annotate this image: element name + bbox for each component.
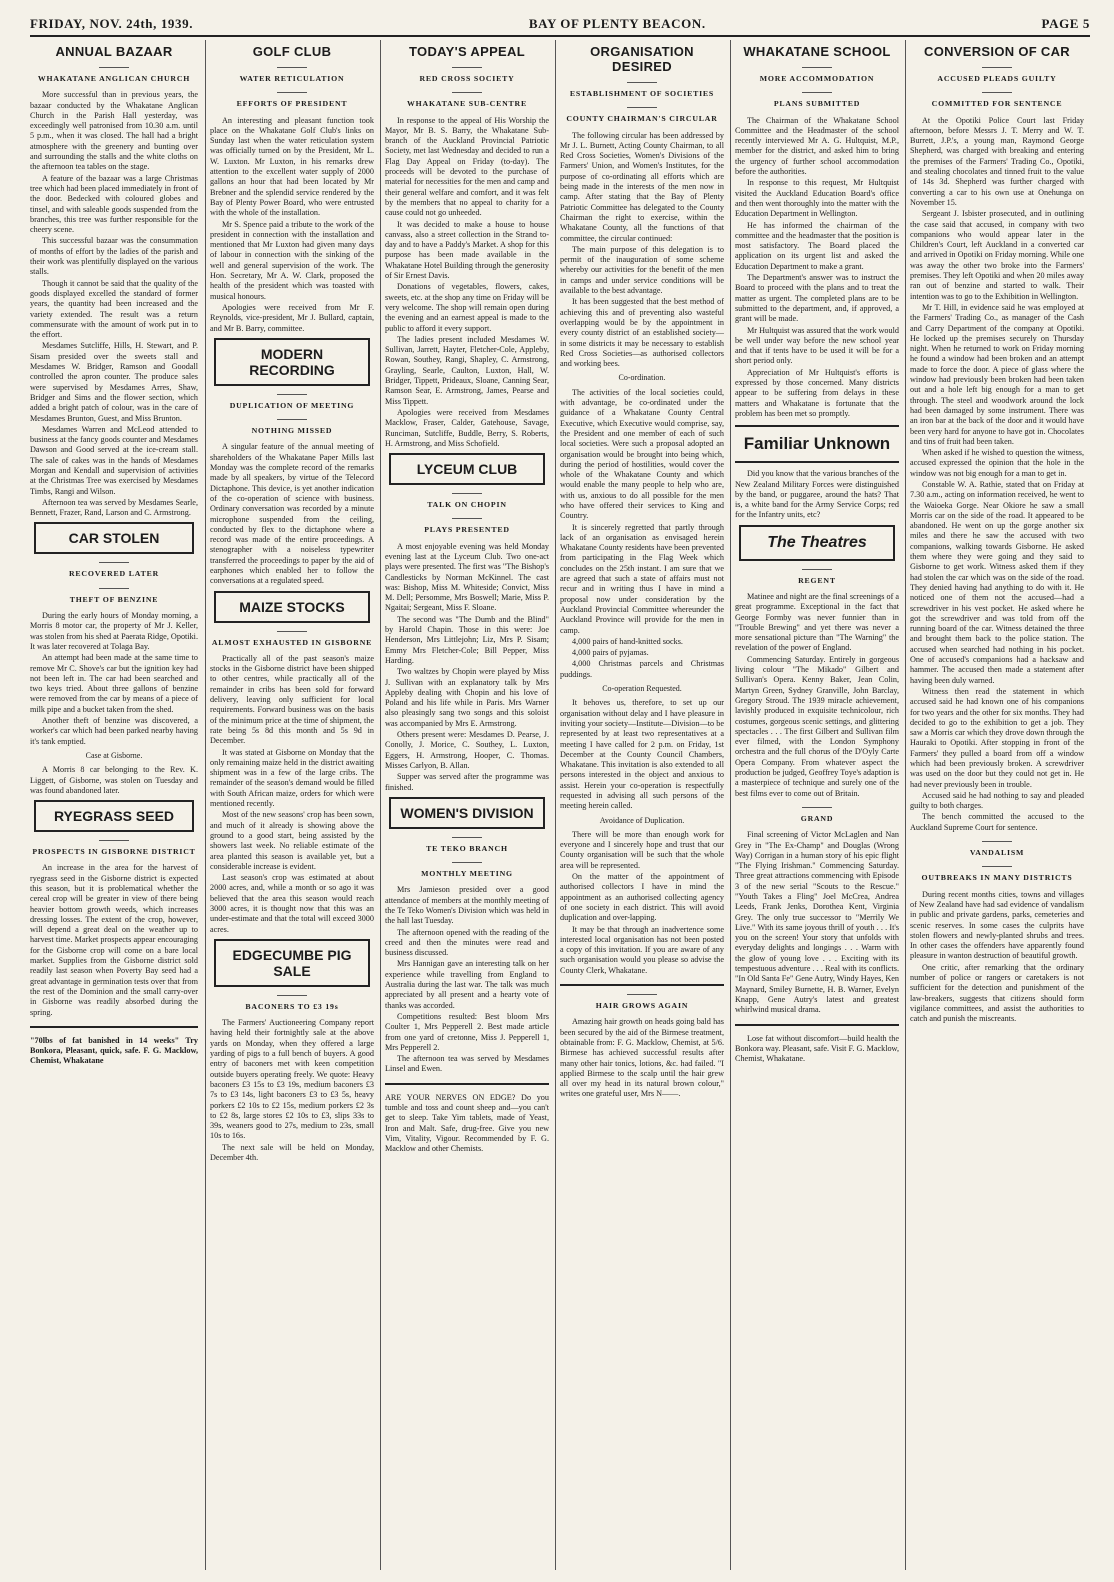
subhead: COMMITTED FOR SENTENCE bbox=[910, 92, 1084, 109]
paragraph: The Department's answer was to instruct the Board to proceed with the plans and to treat the matter as urgent. The completed plans are to be submitted to the department, and, if approved, a grant will be made. bbox=[735, 273, 899, 324]
headline-annual-bazaar: ANNUAL BAZAAR bbox=[55, 44, 173, 59]
subhead: ALMOST EXHAUSTED IN GISBORNE bbox=[210, 631, 374, 648]
paragraph: There will be more than enough work for everyone and I sincerely hope and trust that our County organisation will be such that the whole area will be represented. bbox=[560, 829, 724, 870]
paragraph: 4,000 pairs of pyjamas. bbox=[572, 648, 649, 658]
paragraph: At the Opotiki Police Court last Friday afternoon, before Messrs J. T. Merry and W. T. Burrett, J.P.'s, a young man, Raymond George Shepherd, was charged with breaking and entering the premises of the Farmers' Trading Co., Opotiki, and stealing chocolates and tinned fruit to the value of 14s 3d. Shepherd was further charged with converting a car to his own use at Onehunga on November 15. bbox=[910, 115, 1084, 207]
paragraph: Mr T. Hill, in evidence said he was employed at the Farmers' Trading Co., as manager of the Cash and Carry Department of the company at Opotiki. He locked up the premises securely on Thursday night. When he returned to work on Friday morning he found a window had been broken and an attempt made to force the door. A piece of glass where the window had previously been broken had been taken out and a hole left big enough for a man to get through. The steel and woodwork around the lock had been damaged by some instrument. There was an iron bar at the back of the door and it would have been very hard for anyone to have got in. Chocolates and tins of fruit had been taken. bbox=[910, 302, 1084, 446]
headline-lyceum-club: LYCEUM CLUB bbox=[389, 453, 545, 485]
paragraph: The ladies present included Mesdames W. Sullivan, Jarrett, Hayter, Fletcher-Cole, Appleby, Rowan, Southey, Rangi, Shapley, C. Armstrong, Grayling, Searle, Caulton, Luxton, Hall, W. Bridger, Tippett, Prideaux, Sloane, Canning Sear, Ramson Sear, E. Armstrong, James, Pearse and Miss Tippett. bbox=[385, 334, 549, 406]
paragraph: An interesting and pleasant function took place on the Whakatane Golf Club's links on Sunday last when the water reticulation system was officially turned on by the President, Mr L. W. Luxton. Mr Luxton, in his remarks drew attention to the excellent water supply of 2000 gallons an hour that had been located by Mr Brebner and the splendid service rendered by the Bay of Plenty Power Board, who were entrusted with the whole of the installation. bbox=[210, 115, 374, 218]
subhead: TALK ON CHOPIN bbox=[385, 493, 549, 510]
subhead: MORE ACCOMMODATION bbox=[735, 67, 899, 84]
paragraph: It behoves us, therefore, to set up our organisation without delay and I have pleasure in inviting your society—Institute—Division—to be represented by at least two representatives at a meeting I have called for 2 p.m. on Friday, 1st December at the County Council Chambers, Whakatane. This invitation is also extended to all persons interested in the object and anxious to assist. Herein your co-operation is respectfully requested in advising all such persons of the meeting herein called. bbox=[560, 698, 724, 811]
paragraph: Matinee and night are the final screenings of a great programme. Exceptional in the fact that George Formby was never funnier than in "Trouble Brewing" and yet there was never a more sensational picture than "The Warning" the revelation of the power of England. bbox=[735, 591, 899, 653]
paragraph: Another theft of benzine was discovered, a worker's car which had been parked nearby having it's tank emptied. bbox=[30, 716, 198, 746]
paragraph: 4,000 Christmas parcels and Christmas puddings. bbox=[560, 659, 724, 679]
paragraph: Mrs Jamieson presided over a good attendance of members at the monthly meeting of the Te Teko Women's Division which was held in the hall last Tuesday. bbox=[385, 885, 549, 926]
paragraph: It was stated at Gisborne on Monday that the only remaining maize held in the district awaiting shipment was in a few of the large cribs. The remainder of the season's demand would be filled with South African maize, orders for which were mentioned recently. bbox=[210, 747, 374, 809]
paragraph: During the early hours of Monday morning, a Morris 8 motor car, the property of Mr J. Keller, was stolen from his shed at Paerata Ridge, Opotiki. It was later recovered at Tolaga Bay. bbox=[30, 611, 198, 651]
paragraph: The activities of the local societies could, with advantage, be co-ordinated under the guidance of a Whakatane County Central Executive, which Executive would comprise, say, the President and one member of each of such local societies. Were such a proposal adopted an organisation would be brought into being which, during the period of hostilities, would cover the whole of the Whakatane County and which would enable the many people to help who are, with us, anxious to do all possible for the men who have offered their services to King and Country. bbox=[560, 387, 724, 521]
paragraph: The next sale will be held on Monday, December 4th. bbox=[210, 1142, 374, 1163]
column-3 bbox=[385, 40, 549, 1570]
paragraph: Mesdames Warren and McLeod attended to business at the fancy goods counter and Mesdames Dawson and Good served at the ice-cream stall. The sale of cakes was in the hands of Mesdames Morgan and Kendall and supervision of activities at the Christmas Tree was exercised by Mesdames Timbs, Rangi and Wilson. bbox=[30, 424, 198, 496]
paragraph: Mr S. Spence paid a tribute to the work of the president in connection with the installation and mentioned that Mr Luxton had given many days of labour in connection with the sinking of the well and general supervision of the work. The Hon. Secretary, Mr A. W. Clark, proposed the health of the president which was toasted with musical honours. bbox=[210, 219, 374, 301]
paragraph: Mrs Hannigan gave an interesting talk on her experience while travelling from England to Australia during the last war. The talk was much appreciated by all present and a hearty vote of thanks was accorded. bbox=[385, 959, 549, 1010]
paragraph: The second was "The Dumb and the Blind" by Harold Chapin. Those in this were: Joe Henderson, Mrs Littlejohn; Liz, Mrs P. Sisam; Emmy Mrs Fletcher-Cole; Bill Pepper, Miss Harding. bbox=[385, 614, 549, 665]
subhead: MONTHLY MEETING bbox=[385, 862, 549, 879]
headline-ryegrass-seed: RYEGRASS SEED bbox=[34, 800, 194, 832]
column-2 bbox=[210, 40, 374, 1570]
paragraph: More successful than in previous years, the bazaar conducted by the Whakatane Anglican Church in the Parish Hall yesterday, was exceedingly well patronised from 10.30 a.m. until 5 p.m., when it was closed. The hall had a bright atmosphere with the greenery and bunting over and surrounding the stalls and the white cloths on the afternoon tea tables on the stage. bbox=[30, 90, 198, 172]
subhead: WHAKATANE SUB-CENTRE bbox=[385, 92, 549, 109]
headline-hair-grows-again: HAIR GROWS AGAIN bbox=[560, 994, 724, 1011]
paragraph: Most of the new seasons' crop has been sown, and much of it already is showing above the ground to a good start, being assisted by the showers last week. No reliable estimate of the area planted this season is available yet, but a considerable increase is evident. bbox=[210, 810, 374, 871]
subhead: PROSPECTS IN GISBORNE DISTRICT bbox=[30, 840, 198, 857]
masthead bbox=[30, 10, 1090, 37]
section-caption: Case at Gisborne. bbox=[85, 750, 143, 760]
paragraph: On the matter of the appointment of authorised collectors I have in mind the appointment as an authorised collecting agency of one society in each district. This will avoid duplication and over-lapping. bbox=[560, 872, 724, 923]
paragraph: 4,000 pairs of hand-knitted socks. bbox=[572, 636, 683, 646]
paragraph: Donations of vegetables, flowers, cakes, sweets, etc. at the shop any time on Friday will be very welcome. The shop will remain open during the evening and an earnest appeal is made to the public to afford it every support. bbox=[385, 282, 549, 333]
paragraph: The following circular has been addressed by Mr J. L. Burnett, Acting County Chairman, to all Red Cross Societies, Women's Divisions of the Farmers' Union, and Women's Institutes, for the purpose of co-ordinating all efforts which are being made in the interests of the men now in camp. After stating that the Bay of Plenty Patriotic Committee has delegated to the County Chairman the right to exercise, within the Whakatane County, all the functions of that committee, the circular continued: bbox=[560, 130, 724, 243]
paragraph: During recent months cities, towns and villages of New Zealand have had sad evidence of vandalism in public and private gardens, parks, cemeteries and scenic reserves. In some cases the culprits have stolen flowers and newly-planted shrubs and trees. In other cases the offenders have apparently found pleasure in wanton destruction of beautiful growth. bbox=[910, 889, 1084, 961]
paragraph: The Farmers' Auctioneering Company report having held their fortnightly sale at the above yards on Monday, when they offered a large yarding of pigs to a full bench of buyers. A good entry of baconers met with keen competition outside buyers operating freely. We quote: Heavy baconers £3 15s to £3 19s, medium baconers £3 7s to £3 14s, light baconers £3 to £3 5s, heavy porkers £2 10s to £2 15s, medium porkers £2 3s to £2 8s, large stores £2 10s to £3, slips 33s to 39s, weaners good to 27s, medium to 23s, small 10s to 16s. bbox=[210, 1018, 374, 1141]
paragraph: Though it cannot be said that the quality of the goods displayed excelled the standard of former years, the quantity had been increased and the variety extended. The result was a return commensurate with the amount of work put in to the effort. bbox=[30, 278, 198, 340]
paragraph: A singular feature of the annual meeting of shareholders of the Whakatane Paper Mills last Monday was the complete record of the remarks made by all speakers, by virtue of the Telecord Dictaphone. This device, is yet another indication of the co-operation of science with business. Ordinary conversation was recorded by a minute microphone suspended from the ceiling, conducted by flex to the dictaphone where a record was made of the entire proceedings. A stenographer with a noiseless typewriter transferred the proceedings to paper by the aid of earphones which enabled her to follow the conversations at a regulated speed. bbox=[210, 442, 374, 586]
paragraph: Mr Hultquist was assured that the work would be well under way before the new school year and that if tents have to be used it will be for a short period only. bbox=[735, 325, 899, 366]
paragraph: Practically all of the past season's maize stocks in the Gisborne district have been shipped to other centres, while practically all of the remainder in cribs has been sold for forward delivery, leaving only sufficient for local requirements. Forward business was on the basis of the minimum price at the time of shipment, the rate being 5s 8d this month and 5s 9d in December. bbox=[210, 653, 374, 746]
paragraph: One critic, after remarking that the ordinary number of police or rangers or caretakers is not sufficient for the detection and punishment of the law-breakers, suggests that citizens should form vigilance committees, and assist the authorities to catch and punish the miscreants. bbox=[910, 962, 1084, 1024]
issue-date: FRIDAY, NOV. 24th, 1939. bbox=[30, 16, 194, 31]
paragraph: It is sincerely regretted that partly through lack of an organisation as envisaged herein Whakatane County residents have been prevented from participating in the Flag Week which concludes on the 25th instant. I am sure that we are agreed that such a state of affairs must not recur and in writing thus I have in mind a proposal now under consideration by the Auckland Provincial Committee whereunder the Auckland Province will provide for the men in camp. bbox=[560, 522, 724, 635]
paragraph: Competitions resulted: Best bloom Mrs Coulter 1, Mrs Pepperell 2. Best made article from one yard of cretonne, Miss J. Pepperell 1, Mrs Pepperell 2. bbox=[385, 1011, 549, 1052]
paragraph: Accused said he had nothing to say and pleaded guilty to both charges. bbox=[910, 790, 1084, 811]
paragraph: Constable W. A. Rathie, stated that on Friday at 7.30 a.m., acting on information received, he went to the Waioeka Gorge. Near Okiore he saw a small Morris car on the side of the road. It appeared to be abandoned. He went on up the gorge another six miles and there he saw the accused with two companions, walking towards Gisborne. He asked them where they were going and they said to Gisborne to get work. Witness asked them if they had stolen the car which was on the side of the road. They denied having had anything to do with it. He noticed one of them not the accused—had a screwdriver in his vest pocket. He asked where he got the screwdriver and was told from off the running board of the car. Witness detained the three and brought them back to the police station. The accused when searched had nothing in his pocket. One of accused's companions had a hacksaw and hammer. The accused then made a statement after having been duly warned. bbox=[910, 479, 1084, 685]
advertisement: "70lbs of fat banished in 14 weeks" Try Bonkora, Pleasant, quick, safe. F. G. Macklow, Chemist, Whakatane bbox=[30, 1035, 198, 1066]
subhead: WATER RETICULATION bbox=[210, 67, 374, 84]
subhead: DUPLICATION OF MEETING bbox=[210, 394, 374, 411]
paragraph: It may be that through an inadvertence some interested local organisation has not been posted a copy of this invitation. If you are aware of any such organisation would you please so advise the County Clerk, Whakatane. bbox=[560, 924, 724, 975]
newspaper-title: BAY OF PLENTY BEACON. bbox=[528, 16, 706, 31]
paragraph: Afternoon tea was served by Mesdames Searle, Bennett, Frazer, Rand, Larson and C. Armstrong. bbox=[30, 497, 198, 518]
subhead: THEFT OF BENZINE bbox=[30, 588, 198, 605]
section-caption: Co-ordination. bbox=[618, 373, 666, 383]
advertisement: Amazing hair growth on heads going bald has been secured by the aid of the Birmese treatment, obtainable from: F. G. Macklow, Chemist, at 5/6. Birmese has achieved successful results after many other hair tonics, lotions, &c. had failed. "I applied Birmese to the scalp until the hair grew all over my head in its natural brown colour," writes one grateful user, Mrs N——. bbox=[560, 1017, 724, 1099]
subhead: EFFORTS OF PRESIDENT bbox=[210, 92, 374, 109]
paragraph: Last season's crop was estimated at about 2000 acres, and, while a month or so ago it was believed that the area this season would reach 3000 acres, it is thought now that this was an under-estimate and that the total will exceed 3000 acres. bbox=[210, 873, 374, 934]
subhead: ACCUSED PLEADS GUILTY bbox=[910, 67, 1084, 84]
paragraph: Commencing Saturday. Entirely in gorgeous living colour "The Mikado" Gilbert and Sullivan's Opera. Kenny Baker, Jean Colin, Martyn Green, Sydney Granville, John Barclay, Gregory Stroud. The 1939 miracle achievement, lavishly produced in exquisite technicolour, rich costumes, gorgeous scenic settings, and glittering spectacles . . . The first Gilbert and Sullivan film ever filmed, with the London Symphony orchestra and the full chorus of the D'Oyly Carte Opera Company. From whatever aspect the production be judged, Geoffrey Toye's adaption is a masterpiece of technique and surely one of the best films ever to come out of Britain. bbox=[735, 654, 899, 798]
paragraph: Witness then read the statement in which accused said he had known one of his companions for two years and the other for six months. They had decided to go to the exhibition to get a job. They saw a Morris car which they drove down through the Hauraki to Opotiki. After stopping in front of the Farmers' they pulled a board from off a window which had been previously broken. A screwdriver was used on the door but they could not get in. He had never previously been in trouble. bbox=[910, 686, 1084, 789]
paragraph: The afternoon opened with the reading of the creed and then the minutes were read and business discussed. bbox=[385, 927, 549, 958]
paragraph: Did you know that the various branches of the New Zealand Military Forces were distinguished by the band, or puggaree, around the hats? That is, a white band for the Army Service Corps; red for the Infantry units, etc? bbox=[735, 469, 899, 520]
paragraph: It has been suggested that the best method of achieving this and of preventing also wasteful overlapping would be by the appointment in every county district of an established society—in some districts it may be necessary to establish Red Cross Societies—as authorised collectors and working bees. bbox=[560, 297, 724, 369]
paragraph: Appreciation of Mr Hultquist's efforts is expressed by those concerned. Many districts appear to be suffering from delays in these matters and Whakatane is fortunate that the problem has been met so promptly. bbox=[735, 367, 899, 418]
paragraph: This successful bazaar was the consummation of months of effort by the ladies of the parish and their work was plentifully displayed on the various stalls. bbox=[30, 236, 198, 277]
section-caption: Co-operation Requested. bbox=[602, 684, 682, 694]
paragraph: A Morris 8 car belonging to the Rev. K. Liggett, of Gisborne, was stolen on Tuesday and was found abandoned later. bbox=[30, 765, 198, 795]
paragraph: Others present were: Mesdames D. Pearse, J. Conolly, J. Morice, C. Southey, L. Luxton, Eggers, H. Armstrong, Hooper, C. Thomas. Misses Carlyon, B. Allan. bbox=[385, 730, 549, 770]
subhead: REGENT bbox=[735, 569, 899, 586]
subhead: GRAND bbox=[735, 807, 899, 824]
paragraph: Supper was served after the programme was finished. bbox=[385, 772, 549, 792]
subhead: RECOVERED LATER bbox=[30, 562, 198, 579]
subhead: OUTBREAKS IN MANY DISTRICTS bbox=[910, 866, 1084, 883]
headline-golf-club: GOLF CLUB bbox=[252, 44, 332, 59]
paragraph: The bench committed the accused to the Auckland Supreme Court for sentence. bbox=[910, 812, 1084, 832]
paragraph: It was decided to make a house to house canvass, also a street collection in the Strand to-day and to have a Paddy's Market. A shop for this purpose has been made available in the Whakatane Hotel Building through the generosity of Sir Ernest Davis. bbox=[385, 219, 549, 281]
subhead: PLANS SUBMITTED bbox=[735, 92, 899, 109]
headline-organisation-desired: ORGANISATION DESIRED bbox=[590, 44, 694, 74]
headline-car-stolen: CAR STOLEN bbox=[34, 522, 194, 554]
advertisement: ARE YOUR NERVES ON EDGE? Do you tumble and toss and count sheep and—you can't get to sleep. Take Yim tablets, made of Yeast, Iron and Malt. Safe, drug-free. Give you new Vim, Vitality, Vigour. Recommended by F. G. Macklow and other Chemists. bbox=[385, 1092, 549, 1154]
paragraph: A feature of the bazaar was a large Christmas tree which had been placed immediately in front of the door. Bedecked with coloured globes and tinsel, and with saleable goods suspended from the branches, this tree was further responsible for the cheery scene. bbox=[30, 173, 198, 235]
paragraph: An increase in the area for the harvest of ryegrass seed in the Gisborne district is expected this season, but it is problematical whether the cereal crop will be greater in view of there being heavier bottom growth weeds, which increases dressing losses. The extent of the crop, however, will depend a great deal on the weather up to harvest time. Market prospects appear encouraging for the Gisborne crop will come on a bare local market. Supplies from the Gisborne district sold readily last season when Poverty Bay seed had a great advantage in germination tests over that from the rest of the Dominion and the small carry-over in Gisborne was readily absorbed during the spring. bbox=[30, 863, 198, 1017]
subhead: BACONERS TO £3 19s bbox=[210, 995, 374, 1012]
paragraph: He has informed the chairman of the committee and the headmaster that the position is most satisfactory. The Board placed the application on its urgent list and asked the Education Department to make a grant. bbox=[735, 220, 899, 271]
paragraph: When asked if he wished to question the witness, accused expressed the opinion that the hole in the window was not big enough for a man to get in. bbox=[910, 448, 1084, 478]
headline-familiar-unknown: Familiar Unknown bbox=[735, 425, 899, 463]
headline-vandalism: VANDALISM bbox=[910, 841, 1084, 858]
paragraph: Mesdames Sutcliffe, Hills, H. Stewart, and P. Sisam presided over the sweets stall and Mesdames W. Bridger, Ramson and Goodall controlled the apron counter. The produce sales were supervised by Mesdames Arres, Shaw, Bridger and Sims and the flower section, which added a bright patch of colour, was in the care of Mesdames Brunton, Guest, and Miss Brunton. bbox=[30, 341, 198, 423]
headline-the-theatres: The Theatres bbox=[739, 525, 895, 561]
paragraph: The main purpose of this delegation is to permit of the inauguration of some scheme whereby our activities for the benefit of the men in camps and under service conditions will be available to the best advantage. bbox=[560, 244, 724, 296]
column-4 bbox=[560, 40, 724, 1570]
headline-edgecumbe-pig-sale: EDGECUMBE PIG SALE bbox=[214, 939, 370, 987]
paragraph: Two waltzes by Chopin were played by Miss J. Sullivan with an explanatory talk by Mrs Appleby dealing with Chopin and his love of Poland and his life while in Paris. Mrs Warner also pleasingly sang two songs and this soloist was accompanied by Mrs E. Armstrong. bbox=[385, 667, 549, 728]
column-6 bbox=[910, 40, 1084, 1570]
subhead: ESTABLISHMENT OF SOCIETIES bbox=[560, 82, 724, 99]
column-5 bbox=[735, 40, 899, 1570]
subhead: NOTHING MISSED bbox=[210, 419, 374, 436]
headline-todays-appeal: TODAY'S APPEAL bbox=[409, 44, 525, 59]
subhead: WHAKATANE ANGLICAN CHURCH bbox=[30, 67, 198, 84]
section-caption: Avoidance of Duplication. bbox=[599, 815, 685, 825]
subhead: TE TEKO BRANCH bbox=[385, 837, 549, 854]
paragraph: The Chairman of the Whakatane School Committee and the Headmaster of the school recently interviewed Mr A. G. Hultquist, M.P., member for the district, and asked him to bring the urgency of further school accommodation before the authorities. bbox=[735, 115, 899, 177]
subhead: RED CROSS SOCIETY bbox=[385, 67, 549, 84]
headline-womens-division: WOMEN'S DIVISION bbox=[389, 797, 545, 829]
paragraph: In response to the appeal of His Worship the Mayor, Mr B. S. Barry, the Whakatane Sub-branch of the Auckland Provincial Patriotic Society, met last Wednesday and decided to run a Flag Day Appeal on Friday (to-day). The proceeds will be devoted to the purchase of material for necessities for the men and camp and their general welfare and comfort, and it was felt by the members that no appeal to charity for a cause could not go unheeded. bbox=[385, 115, 549, 218]
paragraph: In response to this request, Mr Hultquist visited the Auckland Education Board's office and then went thoroughly into the matter with the Education Department in Wellington. bbox=[735, 178, 899, 219]
paragraph: The afternoon tea was served by Mesdames Linsel and Ewen. bbox=[385, 1054, 549, 1074]
paragraph: An attempt had been made at the same time to remove Mr C. Shove's car but the ignition key had not been left in. The car had been searched and two keys tried. About three gallons of benzine were removed from the car by means of a piece of milk pipe and a bucket taken from the shed. bbox=[30, 653, 198, 714]
headline-modern-recording: MODERN RECORDING bbox=[214, 338, 370, 386]
subhead: COUNTY CHAIRMAN'S CIRCULAR bbox=[560, 107, 724, 124]
column-1 bbox=[30, 40, 198, 1570]
paragraph: Final screening of Victor McLaglen and Nan Grey in "The Ex-Champ" and Douglas (Wrong Way) Corrigan in a human story of his epic flight "The Flying Irishman." Commencing Saturday. Three great attractions commencing with Episode 3 of the new serial "Scouts to the Rescue." "Youth Takes a Fling" Joel McCrea, Andrea Leeds, Frank Jenks, Dorothea Kent, Virginia Grey. The only true successor to "Merrily We Live." With its same joyous thrill of youth . . . It's you on the screen! Your story that unfolds with everyday delights and longings . . . Warm with the glow of young love . . . Exciting with its tempestuous adventure . . . Real with its conflicts. "In Old Santa Fe" Gene Autry, Windy Hayes, Ken Maynard, Smiley Burnette, H. B. Warner, Evelyn Knapp, Gene Autry's latest and greatest whirlwind musical drama. bbox=[735, 830, 899, 1015]
headline-whakatane-school: WHAKATANE SCHOOL bbox=[743, 44, 891, 59]
headline-conversion-of-car: CONVERSION OF CAR bbox=[924, 44, 1070, 59]
paragraph: A most enjoyable evening was held Monday evening last at the Lyceum Club. Two one-act plays were presented. The first was "The Bishop's Candlesticks by Norman McKinnel. The cast was: Bishop, Miss M. Whiteside; Convict, Miss M. Dell; Persomme, Mrs Boswell; Marie, Miss P. Ngaitai; Sergeant, Miss F. Sloane. bbox=[385, 541, 549, 613]
page-number: PAGE 5 bbox=[1041, 16, 1090, 31]
paragraph: Apologies were received from Mesdames Macklow, Fraser, Calder, Gatehouse, Savage, Runciman, Sutcliffe, Buddle, Berry, S. Roberts, H. Armstrong, and Miss Schofield. bbox=[385, 407, 549, 448]
paragraph: Apologies were received from Mr F. Reynolds, vice-president, Mr J. Bullard, captain, and Mr B. Barry, committee. bbox=[210, 302, 374, 333]
paragraph: Sergeant J. Isbister prosecuted, and in outlining the case said that accused, in company with two companions who would appear later in the Children's Court, left Auckland in a converted car and arrived in Opotiki on Friday morning. While one was away the other two broke into the Farmers' premises. They left Opotiki and when 20 miles away ran out of benzine and started to walk. Their intention was to go to the Exhibition in Wellington. bbox=[910, 209, 1084, 301]
headline-maize-stocks: MAIZE STOCKS bbox=[214, 591, 370, 623]
subhead: PLAYS PRESENTED bbox=[385, 518, 549, 535]
advertisement: Lose fat without discomfort—build health the Bonkora way. Pleasant, safe. Visit F. G. Macklow, Chemist, Whakatane. bbox=[735, 1033, 899, 1064]
